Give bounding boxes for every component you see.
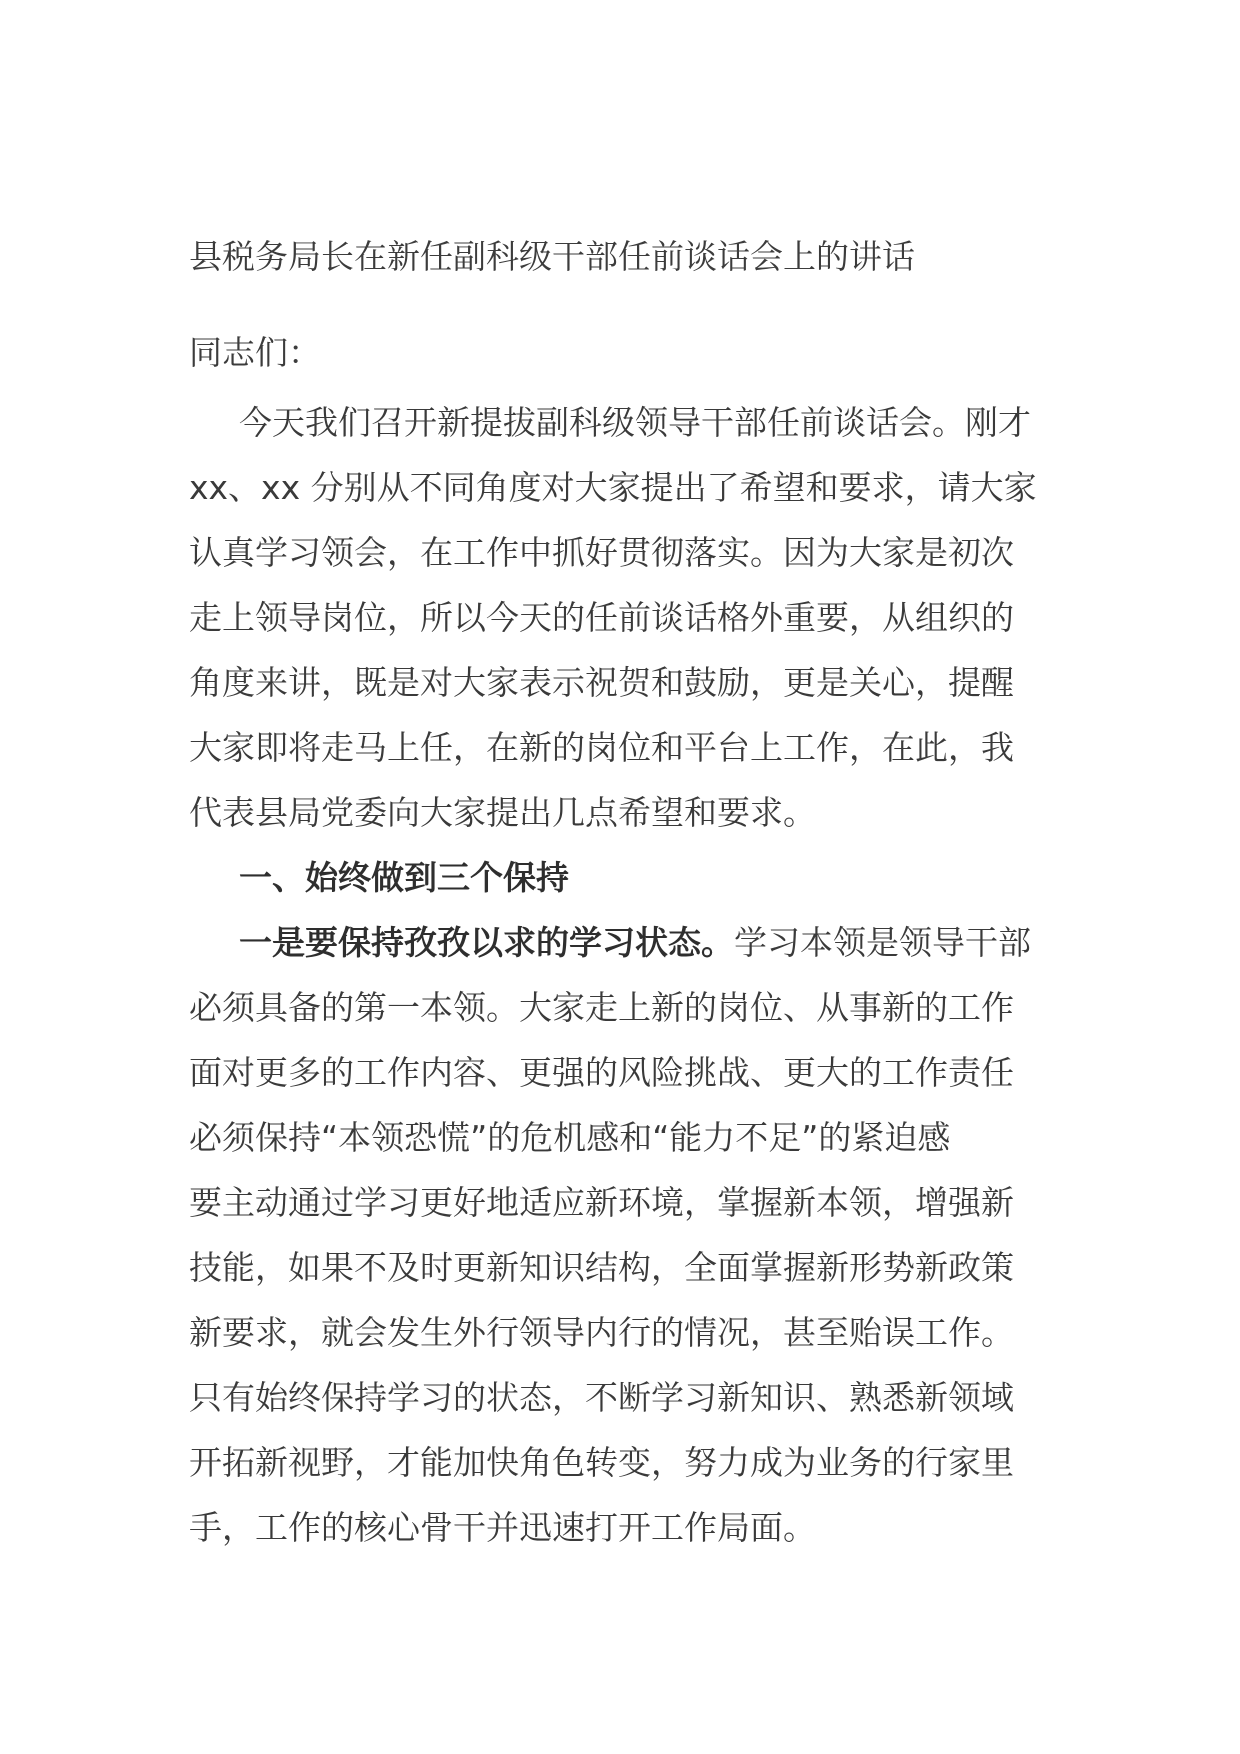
paragraph-line: 手，工作的核心骨干并迅速打开工作局面。 xyxy=(189,1508,816,1547)
first-line-rest: 学习本领是领导干部 xyxy=(734,923,1031,962)
paragraph-study-state xyxy=(189,910,1055,1560)
paragraph-line: 今天我们召开新提拔副科级领导干部任前谈话会。刚才 xyxy=(239,403,1031,442)
paragraph-line: 新要求，就会发生外行领导内行的情况，甚至贻误工作。 xyxy=(189,1313,1014,1352)
paragraph-line: 技能，如果不及时更新知识结构，全面掌握新形势新政策 xyxy=(189,1248,1014,1287)
paragraph-line: 要主动通过学习更好地适应新环境，掌握新本领，增强新 xyxy=(189,1183,1014,1222)
salutation: 同志们： xyxy=(189,333,321,372)
paragraph-line: 必须具备的第一本领。大家走上新的岗位、从事新的工作 xyxy=(189,988,1014,1027)
paragraph-line: 面对更多的工作内容、更强的风险挑战、更大的工作责任 xyxy=(189,1053,1014,1092)
lead-bold-text: 一是要保持孜孜以求的学习状态。 xyxy=(239,923,734,962)
paragraph-line: 大家即将走马上任，在新的岗位和平台上工作，在此，我 xyxy=(189,728,1014,767)
section-heading-text: 一、始终做到三个保持 xyxy=(239,858,569,897)
paragraph-line: 认真学习领会，在工作中抓好贯彻落实。因为大家是初次 xyxy=(189,533,1014,572)
paragraph-line: 必须保持“本领恐慌”的危机感和“能力不足”的紧迫感 xyxy=(189,1118,951,1157)
paragraph-opening xyxy=(189,390,1055,845)
section-heading-1 xyxy=(189,845,1055,910)
paragraph-line: 走上领导岗位，所以今天的任前谈话格外重要，从组织的 xyxy=(189,598,1014,637)
paragraph-line: 只有始终保持学习的状态，不断学习新知识、熟悉新领域 xyxy=(189,1378,1014,1417)
paragraph-line: 角度来讲，既是对大家表示祝贺和鼓励，更是关心，提醒 xyxy=(189,663,1014,702)
paragraph-line: 代表县局党委向大家提出几点希望和要求。 xyxy=(189,793,816,832)
paragraph-line-first xyxy=(189,910,1055,975)
paragraph-line: 开拓新视野，才能加快角色转变，努力成为业务的行家里 xyxy=(189,1443,1014,1482)
document-title: 县税务局长在新任副科级干部任前谈话会上的讲话 xyxy=(189,237,915,276)
paragraph-line: xx、xx 分别从不同角度对大家提出了希望和要求，请大家 xyxy=(189,468,1037,507)
